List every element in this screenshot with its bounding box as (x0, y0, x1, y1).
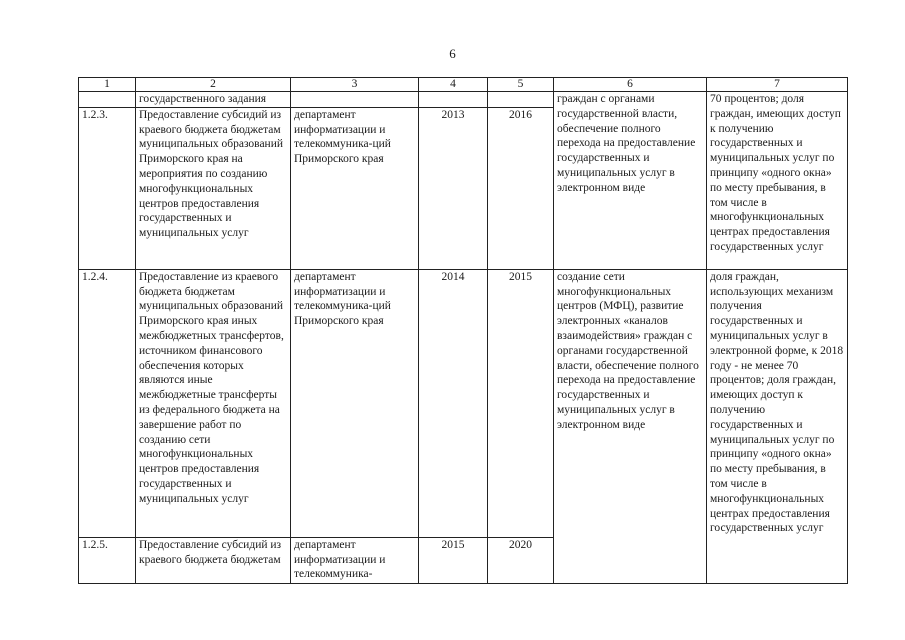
cell-executor: департамент информатизации и телекоммуника-ций Приморского края (291, 269, 419, 537)
header-col-7: 7 (707, 78, 848, 92)
cell-executor (291, 92, 419, 108)
header-col-2: 2 (136, 78, 291, 92)
cell-num: 1.2.4. (79, 269, 136, 537)
cell-indicator: доля граждан, использующих механизм получения государственных и муниципальных услуг в электронной форме, к 2018 году - не менее 70 процентов; доля граждан, имеющих доступ к получению государственных и муниципальных услуг по принципу «одного окна» по месту пребывания, в том числе в многофункциональных центрах предоставления государственных услуг (707, 269, 848, 583)
cell-result: граждан с органами государственной власти, обеспечение полного перехода на предоставление государственных и муниципальных услуг в электронном виде (554, 92, 707, 270)
cell-result: создание сети многофункциональных центров (МФЦ), развитие электронных «каналов взаимодействия» граждан с органами государственной власти, обеспечение полного перехода на предоставление государственных и муниципальных услуг в электронном виде (554, 269, 707, 583)
cell-executor: департамент информатизации и телекоммуника- (291, 537, 419, 583)
cell-num: 1.2.5. (79, 537, 136, 583)
cell-end-year: 2015 (488, 269, 554, 537)
header-col-4: 4 (419, 78, 488, 92)
header-col-1: 1 (79, 78, 136, 92)
cell-indicator: 70 процентов; доля граждан, имеющих доступ к получению государственных и муниципальных услуг по принципу «одного окна» по месту пребывания, в том числе в многофункциональных центрах предоставления государственных услуг (707, 92, 848, 270)
cell-activity: Предоставление из краевого бюджета бюджетам муниципальных образований Приморского края иных межбюджетных трансфертов, источником финансового обеспечения которых являются иные межбюджетные трансферты из федерального бюджета на завершение работ по созданию сети многофункциональных центров предоставления государственных и муниципальных услуг (136, 269, 291, 537)
cell-end-year: 2020 (488, 537, 554, 583)
header-row (79, 78, 848, 92)
cell-activity: Предоставление субсидий из краевого бюджета бюджетам (136, 537, 291, 583)
table-row-continuation (79, 92, 848, 108)
table-row (79, 269, 848, 537)
page-number: 6 (449, 46, 456, 61)
cell-start-year: 2013 (419, 107, 488, 269)
cell-num (79, 92, 136, 108)
header-col-3: 3 (291, 78, 419, 92)
cell-start-year (419, 92, 488, 108)
cell-executor: департамент информатизации и телекоммуника-ций Приморского края (291, 107, 419, 269)
cell-num: 1.2.3. (79, 107, 136, 269)
cell-end-year (488, 92, 554, 108)
cell-end-year: 2016 (488, 107, 554, 269)
cell-start-year: 2015 (419, 537, 488, 583)
header-col-6: 6 (554, 78, 707, 92)
header-col-5: 5 (488, 78, 554, 92)
cell-activity: Предоставление субсидий из краевого бюджета бюджетам муниципальных образований Приморского края на мероприятия по созданию многофункциональных центров предоставления государственных и муниципальных услуг (136, 107, 291, 269)
cell-activity: государственного задания (136, 92, 291, 108)
program-table (78, 77, 848, 584)
cell-start-year: 2014 (419, 269, 488, 537)
